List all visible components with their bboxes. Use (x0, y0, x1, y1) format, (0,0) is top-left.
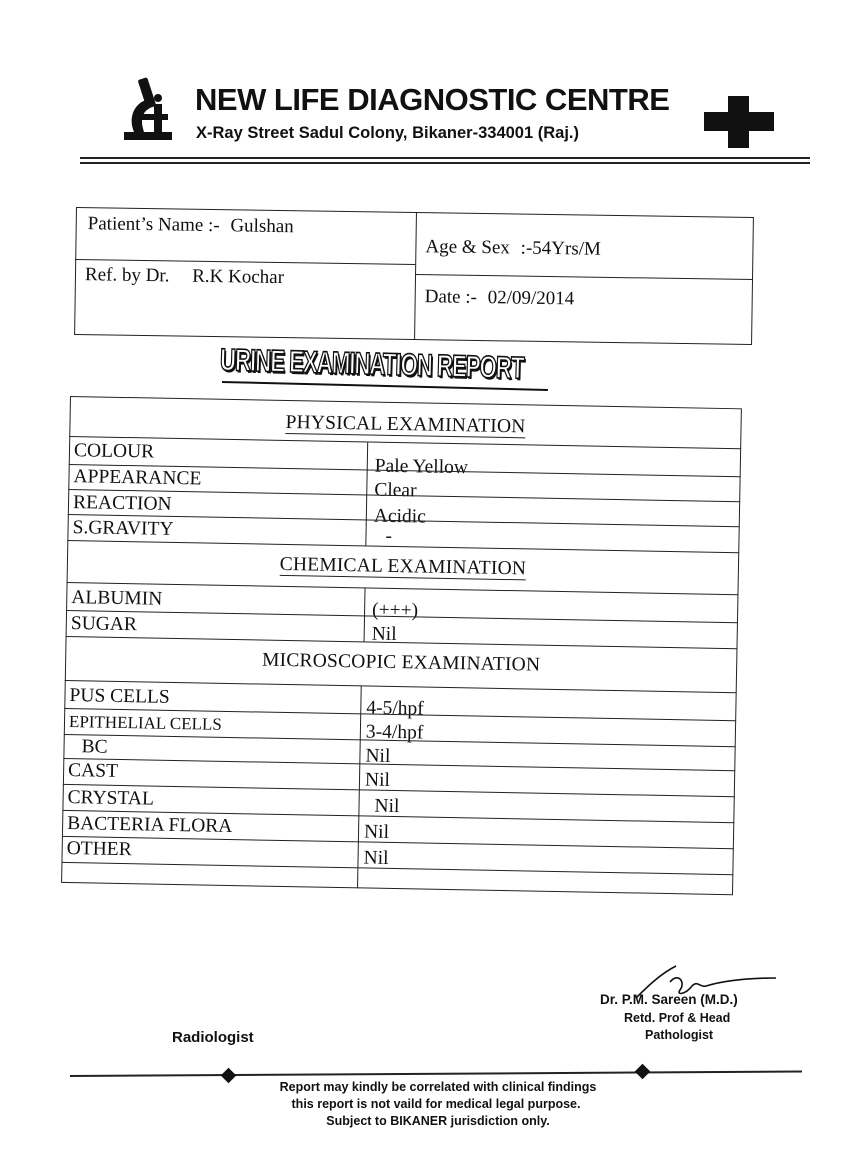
row-value-albumin: (+++) (371, 599, 419, 622)
row-label-cast: CAST (67, 760, 119, 782)
row-value-appearance: Clear (374, 479, 417, 502)
footer-diamond-right (635, 1064, 651, 1080)
patient-info-box (74, 207, 754, 345)
microscope-icon (120, 74, 176, 142)
section-title-microscopic: MICROSCOPIC EXAMINATION (261, 649, 541, 676)
signatory-role: Pathologist (645, 1028, 714, 1042)
row-value-epithelial-cells: 3-4/hpf (365, 721, 424, 744)
disclaimer-line-2: this report is not vaild for medical legal purpose. (291, 1097, 581, 1111)
row-label-s-gravity: S.GRAVITY (72, 517, 174, 540)
row-value-crystal: Nil (374, 795, 400, 818)
row-label-colour: COLOUR (73, 440, 155, 463)
report-date: 02/09/2014 (487, 287, 575, 310)
red-cross-icon (704, 96, 774, 148)
lab-name: NEW LIFE DIAGNOSTIC CENTRE (195, 82, 670, 117)
row-value-sugar: Nil (371, 623, 397, 646)
row-label-reaction: REACTION (72, 492, 172, 515)
patient-name: Gulshan (230, 215, 294, 238)
date-label: Date :- (424, 286, 478, 308)
section-title-chemical: CHEMICAL EXAMINATION (279, 553, 527, 580)
age-sex-label: Age & Sex (425, 236, 511, 259)
row-label-epithelial-cells: EPITHELIAL CELLS (68, 712, 223, 734)
row-label-bc: BC (81, 736, 108, 758)
disclaimer-line-1: Report may kindly be correlated with clinical findings (279, 1080, 597, 1094)
header-rule-top (80, 157, 810, 159)
row-label-bacteria-flora: BACTERIA FLORA (66, 813, 233, 838)
disclaimer-line-3: Subject to BIKANER jurisdiction only. (326, 1114, 550, 1128)
section-title-physical: PHYSICAL EXAMINATION (285, 411, 526, 438)
row-value-other: Nil (363, 847, 389, 869)
patient-name-label: Patient’s Name :- (87, 213, 220, 237)
row-label-albumin: ALBUMIN (71, 587, 163, 610)
row-label-pus-cells: PUS CELLS (69, 685, 170, 708)
row-label-crystal: CRYSTAL (67, 787, 155, 810)
ref-doctor-name: R.K Kochar (192, 265, 285, 289)
report-title: URINE EXAMINATION REPORT (219, 342, 524, 386)
row-label-appearance: APPEARANCE (73, 466, 202, 490)
header-rule-bottom (80, 162, 810, 164)
ref-doctor-label: Ref. by Dr. (84, 264, 170, 287)
results-table (61, 396, 742, 895)
row-label-other: OTHER (66, 838, 132, 861)
row-value-reaction: Acidic (373, 505, 427, 528)
age-sex-value: :-54Yrs/M (520, 237, 602, 260)
radiologist-label: Radiologist (172, 1029, 254, 1046)
footer-rule (70, 1071, 802, 1077)
signatory-title: Retd. Prof & Head (624, 1011, 731, 1025)
lab-address: X-Ray Street Sadul Colony, Bikaner-334001 (Raj.) (196, 124, 579, 142)
signatory-name: Dr. P.M. Sareen (M.D.) (600, 992, 738, 1007)
row-value-pus-cells: 4-5/hpf (366, 697, 424, 720)
row-value-colour: Pale Yellow (374, 455, 469, 479)
row-label-sugar: SUGAR (70, 613, 138, 636)
row-value-bc: Nil (365, 745, 391, 767)
row-value-s-gravity: - (385, 525, 393, 547)
row-value-bacteria-flora: Nil (363, 821, 390, 843)
row-value-cast: Nil (364, 769, 391, 791)
